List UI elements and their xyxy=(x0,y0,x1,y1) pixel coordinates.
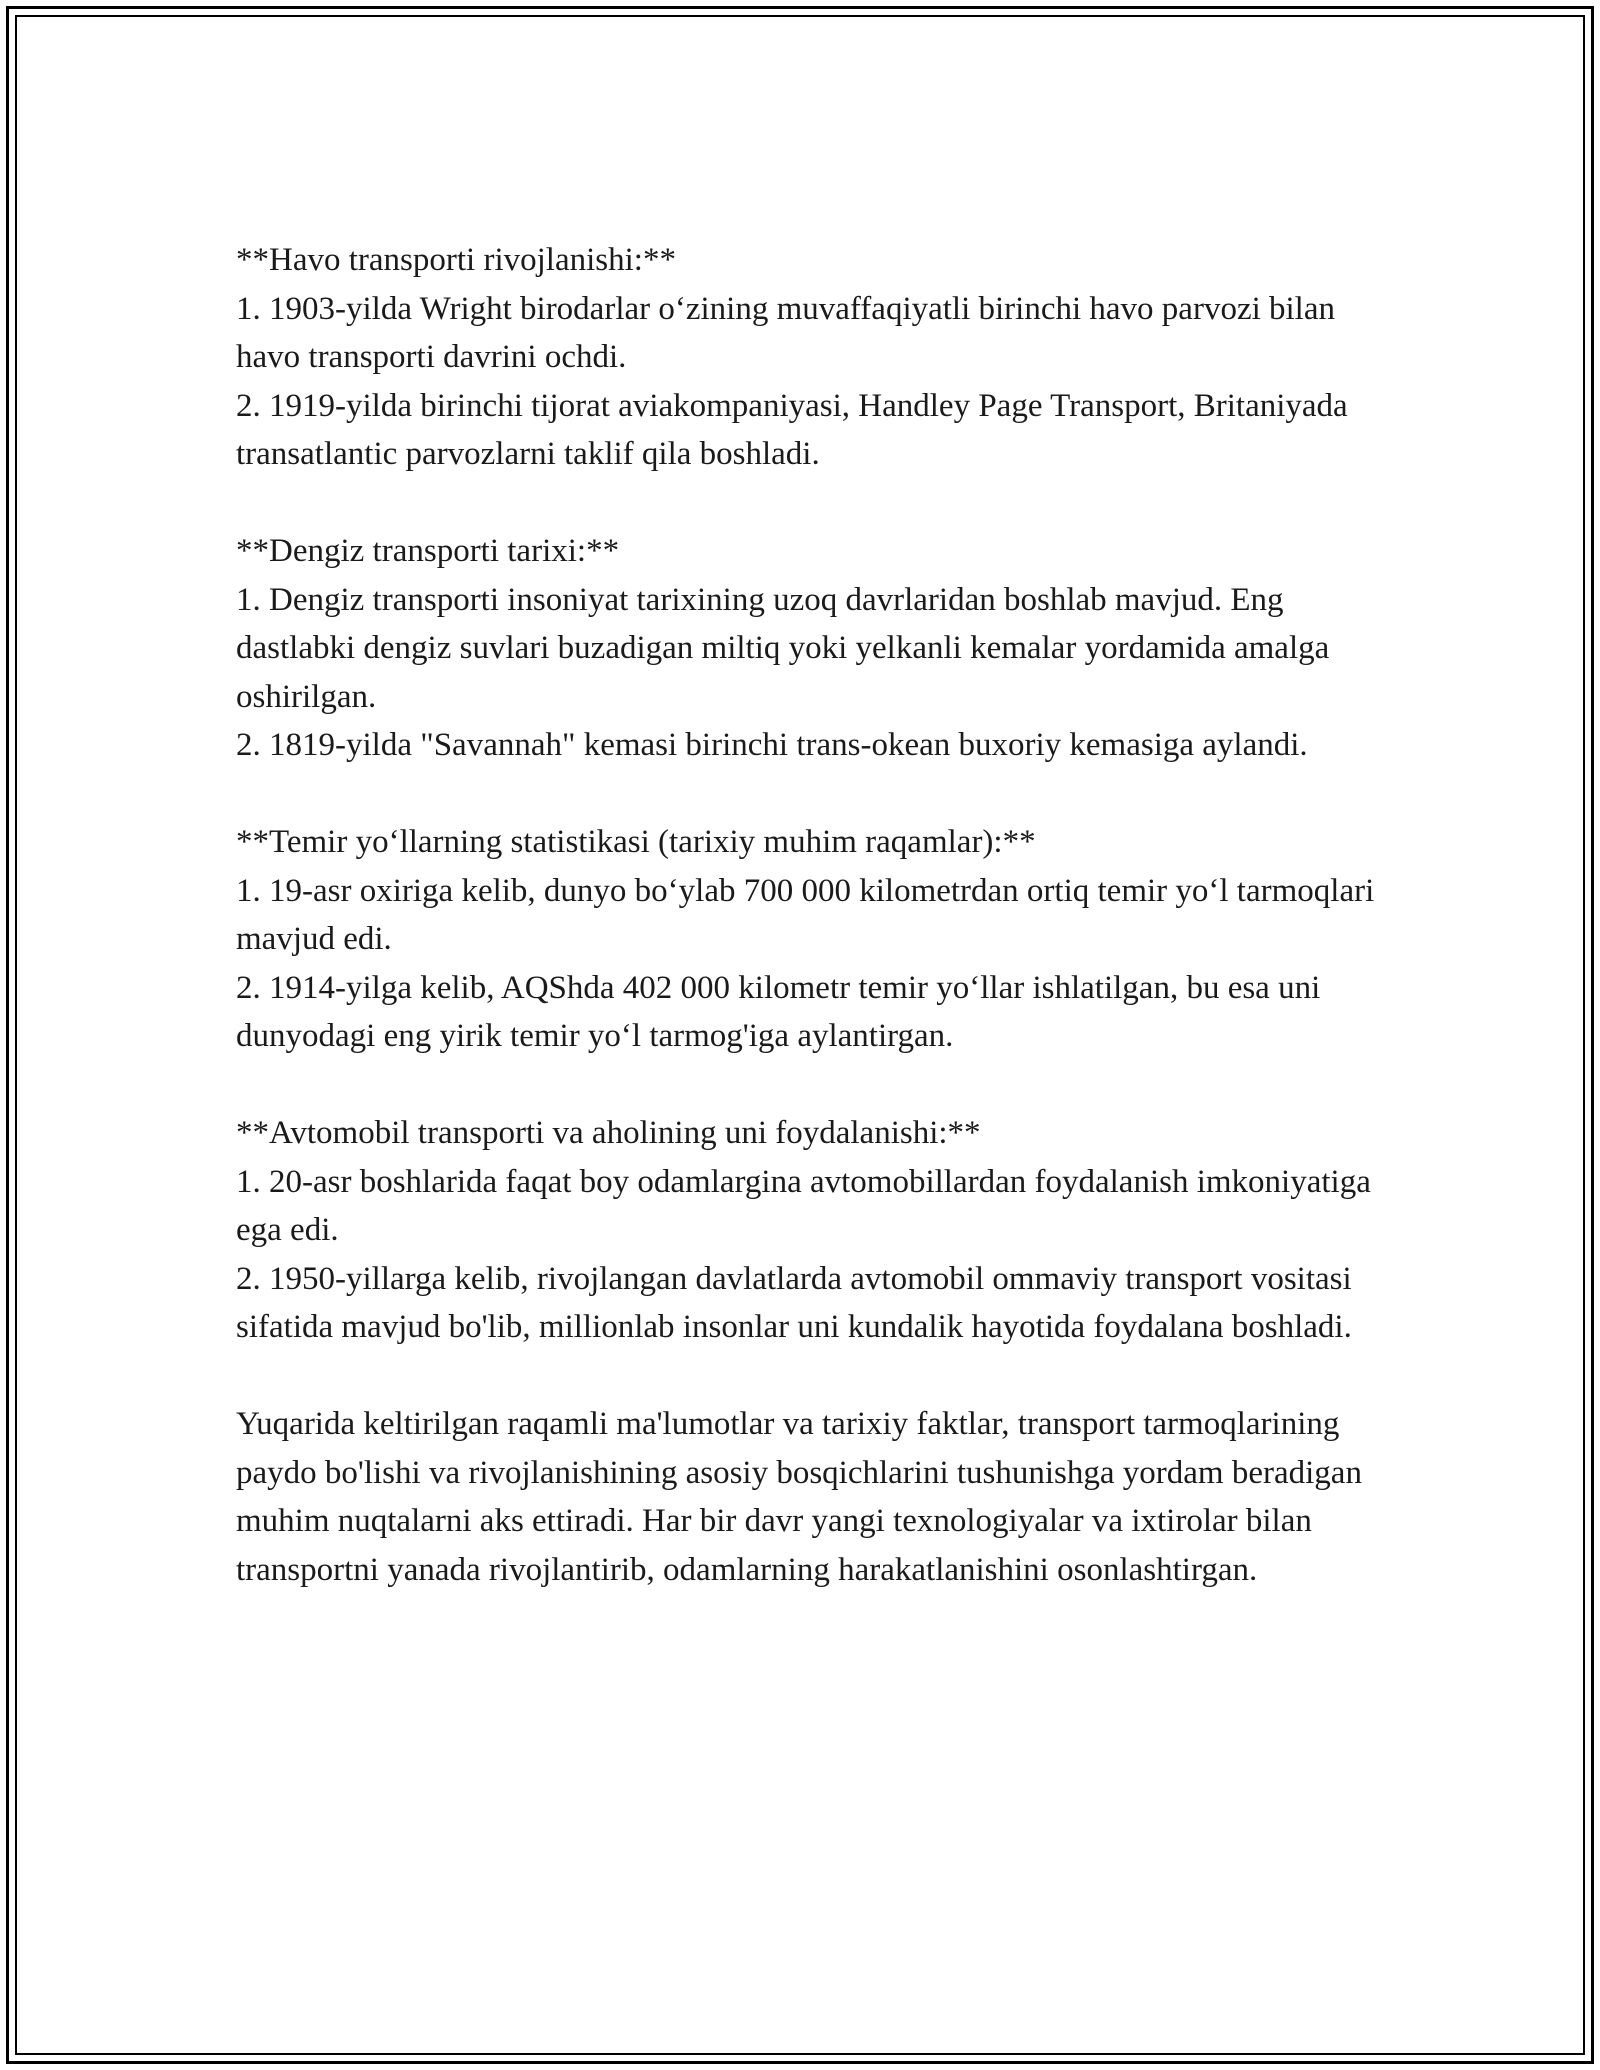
list-item: 2. 1819-yilda "Savannah" kemasi birinchi trans-okean buxoriy kemasiga aylandi. xyxy=(236,727,1308,763)
section-heading: **Havo transporti rivojlanishi:** xyxy=(236,242,676,278)
list-item: 2. 1950-yillarga kelib, rivojlangan davlatlarda avtomobil ommaviy transport vositasi sifatida mavjud bo'lib, millionlab insonlar uni kundalik hayotida foydalana boshladi. xyxy=(236,1260,1352,1345)
section-railway-statistics xyxy=(236,818,1376,1061)
document-body xyxy=(236,236,1376,1594)
section-heading: **Dengiz transporti tarixi:** xyxy=(236,533,620,569)
closing-paragraph: Yuqarida keltirilgan raqamli ma'lumotlar va tarixiy faktlar, transport tarmoqlarining paydo bo'lishi va rivojlanishining asosiy bosqichlarini tushunishga yordam beradigan muhim nuqtalarni aks ettiradi. Har bir davr yangi texnologiyalar va ixtirolar bilan transportni yanada rivojlantirib, odamlarning harakatlanishini osonlashtirgan. xyxy=(236,1406,1362,1588)
section-sea-transport xyxy=(236,527,1376,770)
list-item: 1. Dengiz transporti insoniyat tarixining uzoq davrlaridan boshlab mavjud. Eng dastlabki dengiz suvlari buzadigan miltiq yoki yelkanli kemalar yordamida amalga oshirilgan. xyxy=(236,581,1330,715)
list-item: 2. 1919-yilda birinchi tijorat aviakompaniyasi, Handley Page Transport, Britaniyada transatlantic parvozlarni taklif qila boshladi. xyxy=(236,387,1348,472)
list-item: 2. 1914-yilga kelib, AQShda 402 000 kilometr temir yo‘llar ishlatilgan, bu esa uni dunyodagi eng yirik temir yo‘l tarmog'iga aylantirgan. xyxy=(236,969,1321,1054)
section-air-transport xyxy=(236,236,1376,479)
list-item: 1. 19-asr oxiriga kelib, dunyo bo‘ylab 700 000 kilometrdan ortiq temir yo‘l tarmoqlari mavjud edi. xyxy=(236,872,1375,957)
section-heading: **Temir yo‘llarning statistikasi (tarixiy muhim raqamlar):** xyxy=(236,824,1036,860)
list-item: 1. 1903-yilda Wright birodarlar o‘zining muvaffaqiyatli birinchi havo parvozi bilan havo transporti davrini ochdi. xyxy=(236,290,1335,375)
list-item: 1. 20-asr boshlarida faqat boy odamlargina avtomobillardan foydalanish imkoniyatiga ega edi. xyxy=(236,1163,1371,1248)
section-automobile-transport xyxy=(236,1109,1376,1352)
section-heading: **Avtomobil transporti va aholining uni foydalanishi:** xyxy=(236,1115,981,1151)
